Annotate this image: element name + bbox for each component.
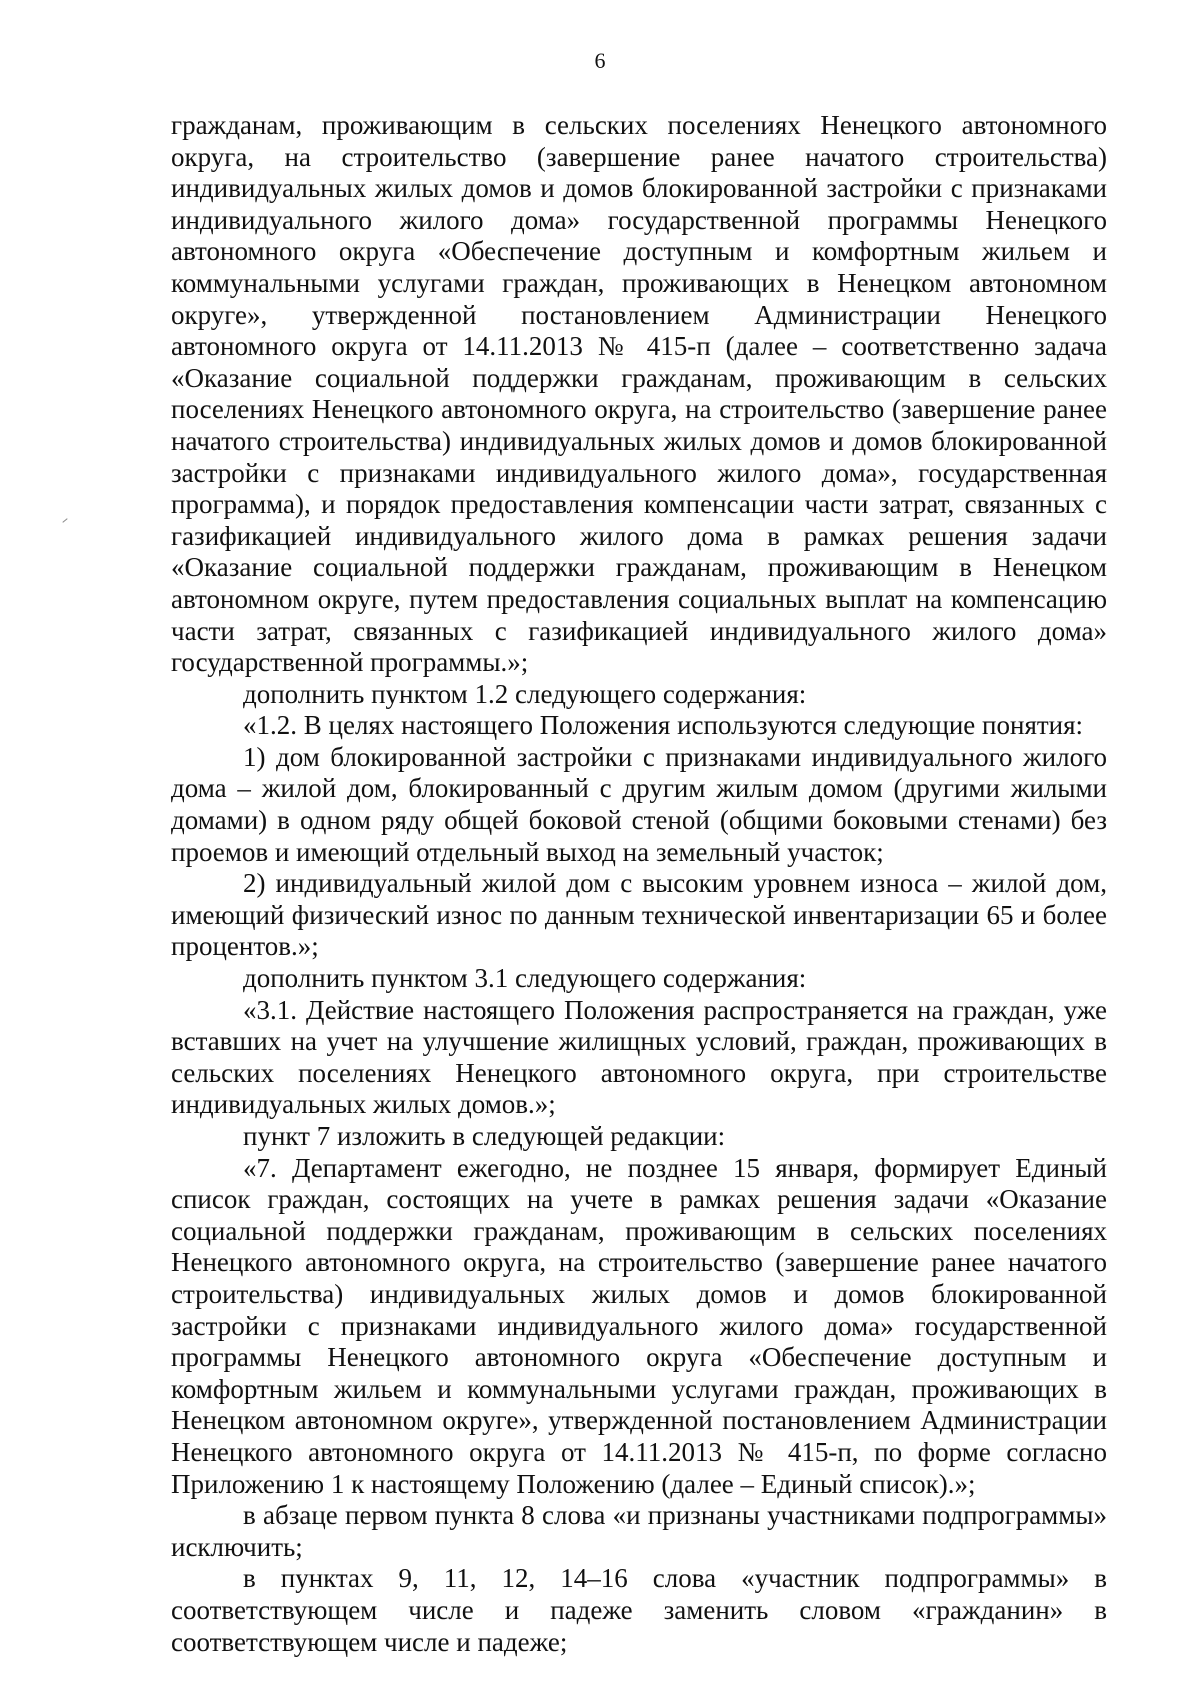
paragraph-definition-1: 1) дом блокированной застройки с признаками индивидуального жилого дома – жилой дом, блокированный с другим жилым домом (другими жилыми домами) в одном ряду общей боковой стеной (общими боковыми стенами) без проемов и имеющий отдельный выход на земельный участок; — [171, 741, 1107, 867]
paragraph-clause-3-1: «3.1. Действие настоящего Положения распространяется на граждан, уже вставших на учет на улучшение жилищных условий, граждан, проживающих в сельских поселениях Ненецкого автономного округа, при строительстве индивидуальных жилых домов.»; — [171, 994, 1107, 1120]
page-number: 6 — [594, 48, 606, 73]
paragraph-amendment-8: в абзаце первом пункта 8 слова «и признаны участниками подпрограммы» исключить; — [171, 1500, 1107, 1562]
paragraph-amendment-7-intro: пункт 7 изложить в следующей редакции: — [243, 1121, 726, 1151]
document-body — [171, 110, 1107, 1658]
paragraph-amendment-3-1-intro: дополнить пунктом 3.1 следующего содержания: — [243, 963, 807, 994]
paragraph-definition-2: 2) индивидуальный жилой дом с высоким уровнем износа – жилой дом, имеющий физический износ по данным технической инвентаризации 65 и более процентов.»; — [171, 868, 1107, 962]
paragraph-amendment-9-16: в пунктах 9, 11, 12, 14–16 слова «участник подпрограммы» в соответствующем числе и падеже заменить словом «гражданин» в соответствующем числе и падеже; — [171, 1563, 1107, 1657]
paragraph-clause-7: «7. Департамент ежегодно, не позднее 15 января, формирует Единый список граждан, состоящих на учете в рамках решения задачи «Оказание социальной поддержки гражданам, проживающим в сельских поселениях Ненецкого автономного округа, на строительство (завершение ранее начатого строительства) индивидуальных жилых домов и домов блокированной застройки с признаками индивидуального жилого дома» государственной программы Ненецкого автономного округа «Обеспечение доступным и комфортным жильем и коммунальными услугами граждан, проживающих в Ненецком автономном округе», утвержденной постановлением Администрации Ненецкого автономного округа от 14.11.2013 № 415-п, по форме согласно Приложению 1 к настоящему Положению (далее – Единый список).»; — [171, 1152, 1107, 1499]
paragraph-clause-1-2: «1.2. В целях настоящего Положения используются следующие понятия: — [243, 710, 1084, 741]
paragraph-continuation: гражданам, проживающим в сельских поселениях Ненецкого автономного округа, на строительство (завершение ранее начатого строительства) индивидуальных жилых домов и домов блокированной застройки с признаками индивидуального жилого дома» государственной программы Ненецкого автономного округа «Обеспечение доступным и комфортным жильем и коммунальными услугами граждан, проживающих в Ненецком автономном округе», утвержденной постановлением Администрации Ненецкого автономного округа от 14.11.2013 № 415-п (далее – соответственно задача «Оказание социальной поддержки гражданам, проживающим в сельских поселениях Ненецкого автономного округа, на строительство (завершение ранее начатого строительства) индивидуальных жилых домов и домов блокированной застройки с признаками индивидуального жилого дома», государственная программа), и порядок предоставления компенсации части затрат, связанных с газификацией индивидуального жилого дома в рамках решения задачи «Оказание социальной поддержки гражданам, проживающим в Ненецком автономном округе, путем предоставления социальных выплат на компенсацию части затрат, связанных с газификацией индивидуального жилого дома» государственной программы.»; — [171, 110, 1107, 678]
paragraph-amendment-1-2-intro: дополнить пунктом 1.2 следующего содержания: — [243, 678, 807, 709]
scan-artifact-mark — [62, 518, 67, 523]
